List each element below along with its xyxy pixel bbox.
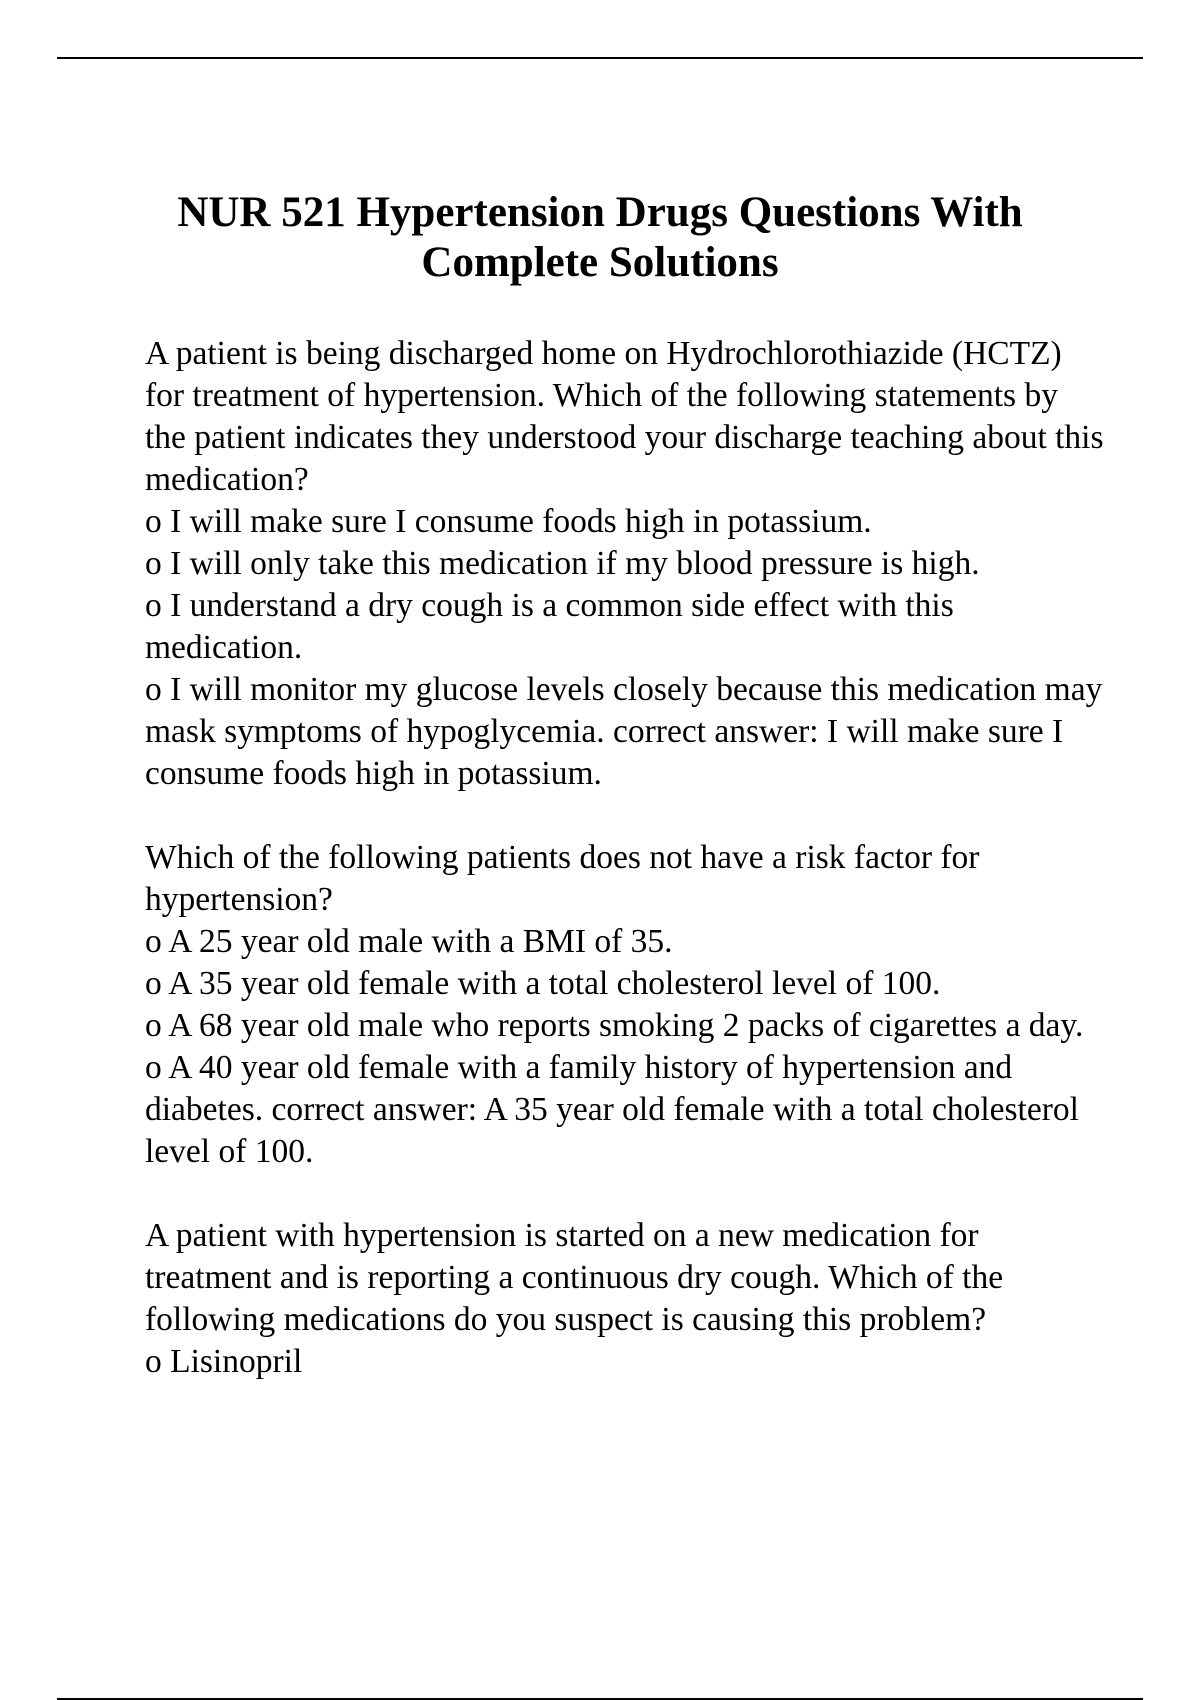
question-1-option-2: o I will only take this medication if my blood pressure is high. <box>145 545 980 582</box>
question-3-option-1: o Lisinopril <box>145 1343 303 1380</box>
question-3 <box>145 1215 1105 1383</box>
document-body <box>145 333 1105 1425</box>
question-2-option-1: o A 25 year old male with a BMI of 35. <box>145 923 673 960</box>
question-1 <box>145 333 1105 795</box>
title-line-2: Complete Solutions <box>421 239 779 286</box>
document-title <box>100 188 1100 288</box>
question-1-option-3: o I understand a dry cough is a common side effect with this medication. <box>145 587 954 666</box>
question-2-stem: Which of the following patients does not have a risk factor for hypertension? <box>145 839 980 918</box>
title-line-1: NUR 521 Hypertension Drugs Questions With <box>177 189 1023 236</box>
question-3-stem: A patient with hypertension is started on a new medication for treatment and is reporting a continuous dry cough. Which of the following medications do you suspect is causing this problem? <box>145 1217 1004 1338</box>
question-1-option-4-answer: o I will monitor my glucose levels closely because this medication may mask symptoms of hypoglycemia. correct answer: I will make sure I consume foods high in potassium. <box>145 671 1103 792</box>
question-1-option-1: o I will make sure I consume foods high in potassium. <box>145 503 872 540</box>
question-2-option-4-answer: o A 40 year old female with a family history of hypertension and diabetes. correct answer: A 35 year old female with a total cholesterol level of 100. <box>145 1049 1079 1170</box>
question-2 <box>145 837 1105 1173</box>
question-2-option-3: o A 68 year old male who reports smoking 2 packs of cigarettes a day. <box>145 1007 1084 1044</box>
question-1-stem: A patient is being discharged home on Hydrochlorothiazide (HCTZ) for treatment of hypertension. Which of the following statements by the patient indicates they understood your discharge teaching about this medication? <box>145 335 1104 498</box>
top-rule <box>57 57 1143 59</box>
question-2-option-2: o A 35 year old female with a total cholesterol level of 100. <box>145 965 941 1002</box>
